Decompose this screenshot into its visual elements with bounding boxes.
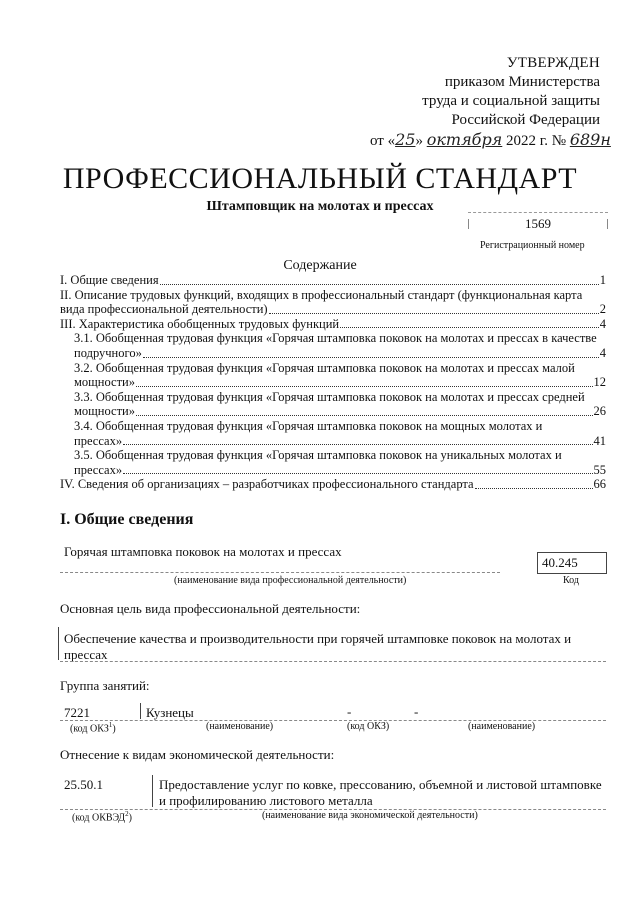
- toc-entry-text: 3.5. Обобщенная трудовая функция «Горячая штамповка поковок на уникальных молотах и: [74, 448, 562, 463]
- goal-label: Основная цель вида профессиональной деятельности:: [60, 601, 361, 616]
- goal-line: Обеспечение качества и производительности при горячей штамповке поковок на молотах и: [64, 631, 572, 646]
- order-month: октября: [426, 130, 503, 149]
- toc-entry-text: II. Описание трудовых функций, входящих в профессиональный стандарт (функциональная карта: [60, 287, 583, 302]
- registration-number: 1569: [525, 216, 551, 231]
- toc-entry-text: IV. Сведения об организациях – разработчиках профессионального стандарта: [60, 477, 474, 492]
- toc-entry-text: прессах»: [74, 433, 123, 448]
- toc-entry[interactable]: [60, 448, 606, 477]
- document-title: ПРОФЕССИОНАЛЬНЫЙ СТАНДАРТ: [62, 162, 578, 195]
- toc-entry-text: 3.2. Обобщенная трудовая функция «Горячая штамповка поковок на молотах и прессах малой: [74, 360, 575, 375]
- toc-entry-text: 3.4. Обобщенная трудовая функция «Горячая штамповка поковок на мощных молотах и: [74, 418, 543, 433]
- toc-entry-text: 3.1. Обобщенная трудовая функция «Горячая штамповка поковок на молотах и прессах в качестве: [74, 331, 597, 346]
- okved-name-caption: (наименование вида экономической деятельности): [262, 810, 478, 821]
- approval-line: труда и социальной защиты: [422, 93, 600, 109]
- toc-entry[interactable]: [60, 288, 606, 317]
- okz-code: 7221: [64, 705, 90, 720]
- toc-entry-text: 3.3. Обобщенная трудовая функция «Горячая штамповка поковок на молотах и прессах средней: [74, 389, 585, 404]
- okved-name: [159, 777, 602, 809]
- footnote-ref[interactable]: 2: [125, 810, 129, 818]
- toc-entry[interactable]: [60, 331, 606, 360]
- okz-code-caption-2: (код ОКЗ): [347, 721, 390, 732]
- toc-entry-page: 4: [599, 345, 606, 360]
- toc-entry-page: 41: [593, 433, 606, 448]
- order-year: 2022 г. №: [506, 133, 567, 149]
- okz-name: Кузнецы: [146, 705, 194, 720]
- okz-code-caption: [70, 721, 116, 734]
- caption-text: (код ОКЗ: [70, 723, 109, 735]
- approval-heading: УТВЕРЖДЕН: [506, 55, 600, 71]
- toc-entry-text: мощности»: [74, 375, 135, 390]
- toc-entry-page: 26: [593, 404, 606, 419]
- okved-code-caption: [72, 810, 132, 823]
- toc-entry-page: 55: [593, 462, 606, 477]
- okved-divider: [152, 775, 153, 807]
- econ-label: Отнесение к видам экономической деятельности:: [60, 747, 335, 762]
- approval-line: приказом Министерства: [444, 74, 600, 90]
- toc-entry-text: прессах»: [74, 462, 123, 477]
- okz-divider: [140, 703, 141, 719]
- toc-entry[interactable]: [60, 361, 606, 390]
- toc-entry-text: III. Характеристика обобщенных трудовых функций: [60, 316, 340, 331]
- approval-block: [370, 54, 611, 151]
- toc-entry-text: мощности»: [74, 404, 135, 419]
- order-number: 689н: [569, 130, 611, 149]
- table-of-contents: [60, 273, 606, 492]
- toc-entry[interactable]: [60, 477, 606, 492]
- toc-entry-page: 2: [599, 302, 606, 317]
- toc-heading: Содержание: [283, 258, 357, 273]
- goal-box-edge: [58, 627, 59, 660]
- order-day: 25: [395, 130, 416, 149]
- okved-code: 25.50.1: [64, 777, 103, 792]
- code-caption: Код: [563, 575, 579, 586]
- caption-text: ): [112, 723, 116, 735]
- order-prefix: от «: [370, 133, 396, 149]
- order-quote: »: [415, 133, 423, 149]
- toc-entry-text: I. Общие сведения: [60, 273, 159, 287]
- goal-line: прессах: [64, 647, 108, 662]
- approval-line: Российской Федерации: [451, 112, 600, 128]
- group-label: Группа занятий:: [60, 678, 150, 693]
- toc-entry-text: вида профессиональной деятельности): [60, 302, 268, 317]
- toc-entry[interactable]: [60, 317, 606, 332]
- registration-label: Регистрационный номер: [480, 240, 585, 251]
- activity-name: Горячая штамповка поковок на молотах и прессах: [64, 544, 342, 559]
- caption-text: (код ОКВЭД: [72, 812, 126, 824]
- toc-entry[interactable]: [60, 273, 606, 288]
- activity-caption: (наименование вида профессиональной деятельности): [174, 575, 407, 586]
- footnote-ref[interactable]: 1: [108, 721, 113, 729]
- toc-entry-page: 66: [593, 477, 606, 492]
- registration-box: [468, 212, 608, 236]
- activity-code: 40.245: [542, 555, 578, 570]
- okved-line: Предоставление услуг по ковке, прессованию, объемной и листовой штамповке: [159, 777, 602, 792]
- okz-name-caption: (наименование): [206, 721, 274, 732]
- okved-line: и профилированию листового металла: [159, 793, 373, 808]
- caption-text: ): [128, 812, 132, 824]
- okz-name-2: -: [414, 704, 419, 719]
- order-line: [370, 130, 611, 151]
- document-subtitle: Штамповщик на молотах и прессах: [206, 199, 434, 214]
- goal-text: [64, 631, 571, 663]
- toc-entry-text: подручного»: [74, 345, 142, 360]
- toc-entry-page: 4: [599, 316, 606, 331]
- okz-name-caption-2: (наименование): [468, 721, 536, 732]
- toc-entry-page: 12: [593, 375, 606, 390]
- okz-code-2: -: [347, 704, 352, 719]
- section-heading: I. Общие сведения: [60, 511, 194, 528]
- toc-entry[interactable]: [60, 419, 606, 448]
- toc-entry-page: 1: [599, 273, 606, 287]
- toc-entry[interactable]: [60, 390, 606, 419]
